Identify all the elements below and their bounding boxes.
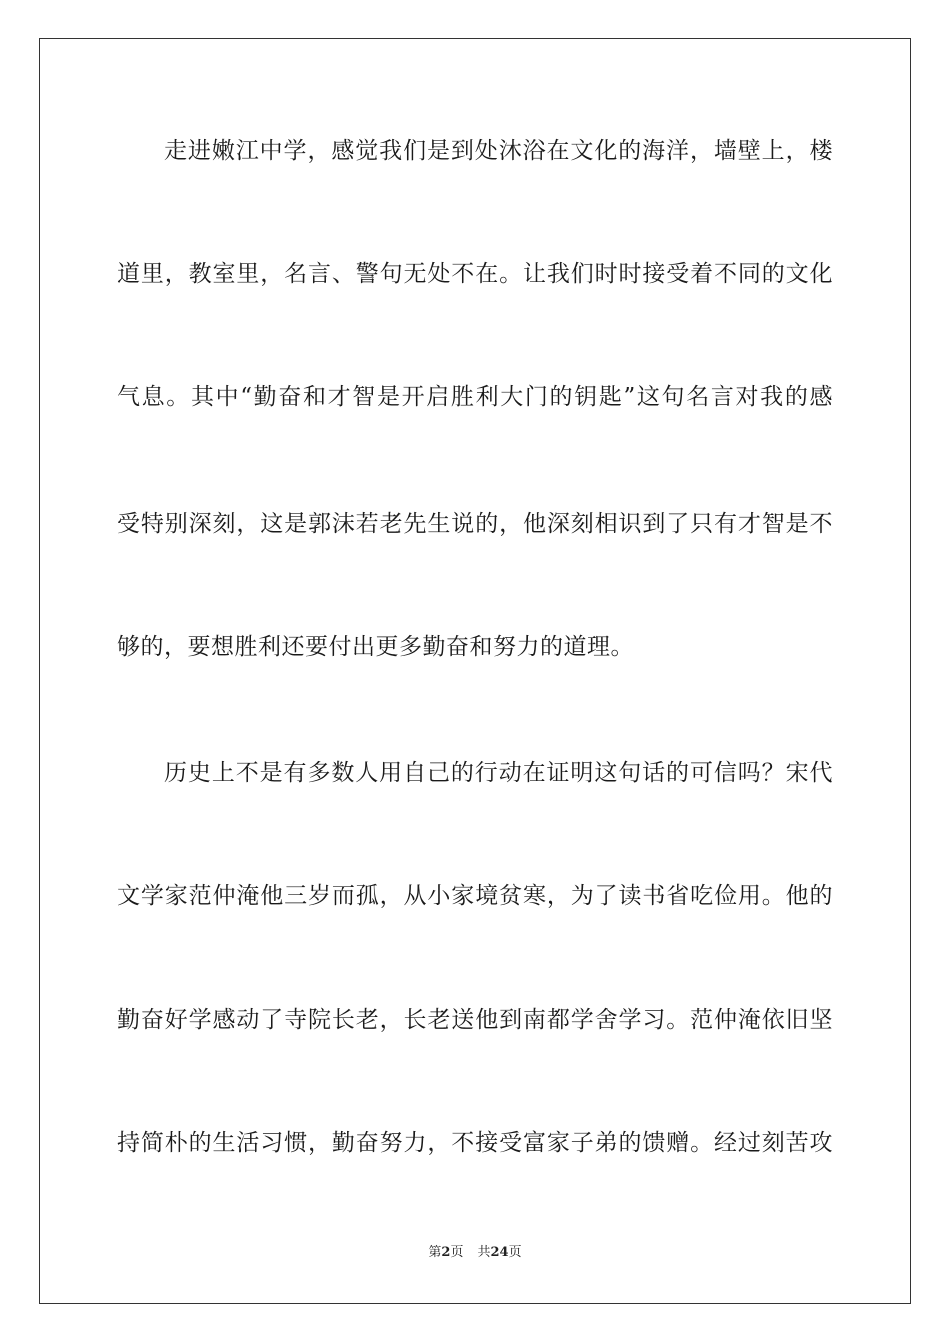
paragraph-1-line-1: 走进嫩江中学，感觉我们是到处沐浴在文化的海洋，墙壁上，楼 [164,138,833,164]
paragraph-2-line-4: 持简朴的生活习惯，勤奋努力，不接受富家子弟的馈赠。经过刻苦攻 [117,1130,833,1156]
page-footer [0,1245,950,1261]
paragraph-2-line-1: 历史上不是有多数人用自己的行动在证明这句话的可信吗？宋代 [164,760,833,786]
page-number: 2 [441,1245,451,1260]
paragraph-1-line-4: 受特别深刻，这是郭沫若老先生说的，他深刻相识到了只有才智是不 [117,511,833,537]
paragraph-2-line-3: 勤奋好学感动了寺院长老，长老送他到南都学舍学习。范仲淹依旧坚 [117,1007,833,1033]
paragraph-2-line-2: 文学家范仲淹他三岁而孤，从小家境贫寒，为了读书省吃俭用。他的 [117,883,833,909]
total-pages: 24 [490,1245,509,1260]
page-label-suffix: 页 [450,1245,464,1260]
page-frame [39,38,911,1304]
total-label-suffix: 页 [508,1245,522,1260]
paragraph-1-line-5: 够的，要想胜利还要付出更多勤奋和努力的道理。 [117,634,634,660]
total-label-prefix: 共 [477,1245,491,1260]
page-label-prefix: 第 [428,1245,442,1260]
paragraph-1-line-2: 道里，教室里，名言、警句无处不在。让我们时时接受着不同的文化 [117,261,833,287]
paragraph-1-line-3: 气息。其中“勤奋和才智是开启胜利大门的钥匙”这句名言对我的感 [117,384,833,410]
